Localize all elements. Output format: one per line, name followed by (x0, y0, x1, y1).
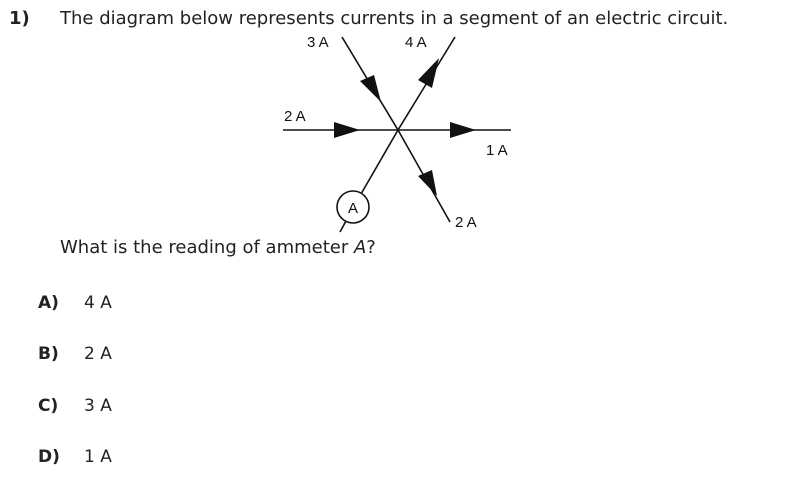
choice-letter: B) (38, 344, 59, 364)
question-text: The diagram below represents currents in a segment of an electric circuit. (60, 8, 729, 29)
arrow-upper-right-icon (418, 58, 439, 88)
choice-text: 4 A (84, 293, 112, 313)
label-upper-right: 4 A (405, 34, 427, 51)
choice-letter: C) (38, 396, 59, 416)
choice-letter: D) (38, 447, 60, 467)
choice-text: 2 A (84, 344, 112, 364)
arrow-upper-left-icon (360, 75, 381, 102)
label-right: 1 A (486, 142, 508, 159)
choice-letter: A) (38, 293, 59, 313)
choice-d[interactable] (38, 447, 112, 467)
question-number: 1) (9, 8, 30, 29)
choice-c[interactable] (38, 396, 112, 416)
label-upper-left: 3 A (307, 34, 329, 51)
arrow-left-icon (334, 122, 360, 138)
ammeter-label: A (347, 200, 359, 217)
wire-below-ammeter (340, 221, 346, 232)
wire-lower-left (361, 130, 398, 194)
arrow-lower-right-icon (418, 170, 437, 196)
choice-text: 1 A (84, 447, 112, 467)
label-lower-right: 2 A (455, 214, 477, 231)
arrow-right-icon (450, 122, 476, 138)
question-prompt: What is the reading of ammeter A? (60, 237, 376, 258)
choice-b[interactable] (38, 344, 112, 364)
label-left: 2 A (284, 108, 306, 125)
choice-a[interactable] (38, 293, 112, 313)
choice-text: 3 A (84, 396, 112, 416)
